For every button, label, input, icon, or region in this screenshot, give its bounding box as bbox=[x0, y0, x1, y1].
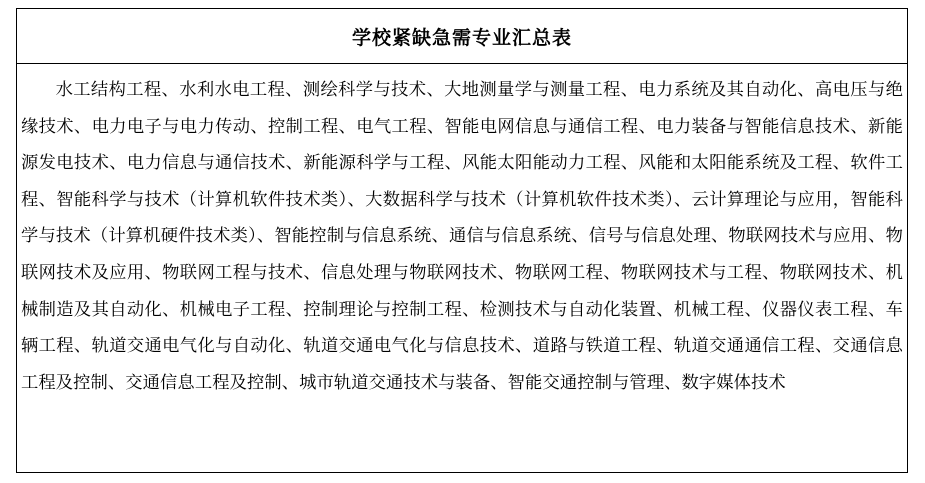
table-title: 学校紧缺急需专业汇总表 bbox=[351, 26, 572, 49]
majors-list-text: 水工结构工程、水利水电工程、测绘科学与技术、大地测量学与测量工程、电力系统及其自动化、高电压与绝缘技术、电力电子与电力传动、控制工程、电气工程、智能电网信息与通信工程、电力装备与智能信息技术、新能源发电技术、电力信息与通信技术、新能源科学与工程、风能太阳能动力工程、风能和太阳能系统及工程、软件工程、智能科学与技术（计算机软件技术类）、大数据科学与技术（计算机软件技术类）、云计算理论与应用，智能科学与技术（计算机硬件技术类）、智能控制与信息系统、通信与信息系统、信号与信息处理、物联网技术与应用、物联网技术及应用、物联网工程与技术、信息处理与物联网技术、物联网工程、物联网技术与工程、物联网技术、机械制造及其自动化、机械电子工程、控制理论与控制工程、检测技术与自动化装置、机械工程、仪器仪表工程、车辆工程、轨道交通电气化与自动化、轨道交通电气化与信息技术、道路与铁道工程、轨道交通通信工程、交通信息工程及控制、交通信息工程及控制、城市轨道交通技术与装备、智能交通控制与管理、数字媒体技术 bbox=[21, 80, 903, 393]
table-header-cell bbox=[17, 9, 907, 64]
table-body-cell bbox=[17, 64, 907, 401]
majors-summary-table bbox=[16, 8, 908, 473]
